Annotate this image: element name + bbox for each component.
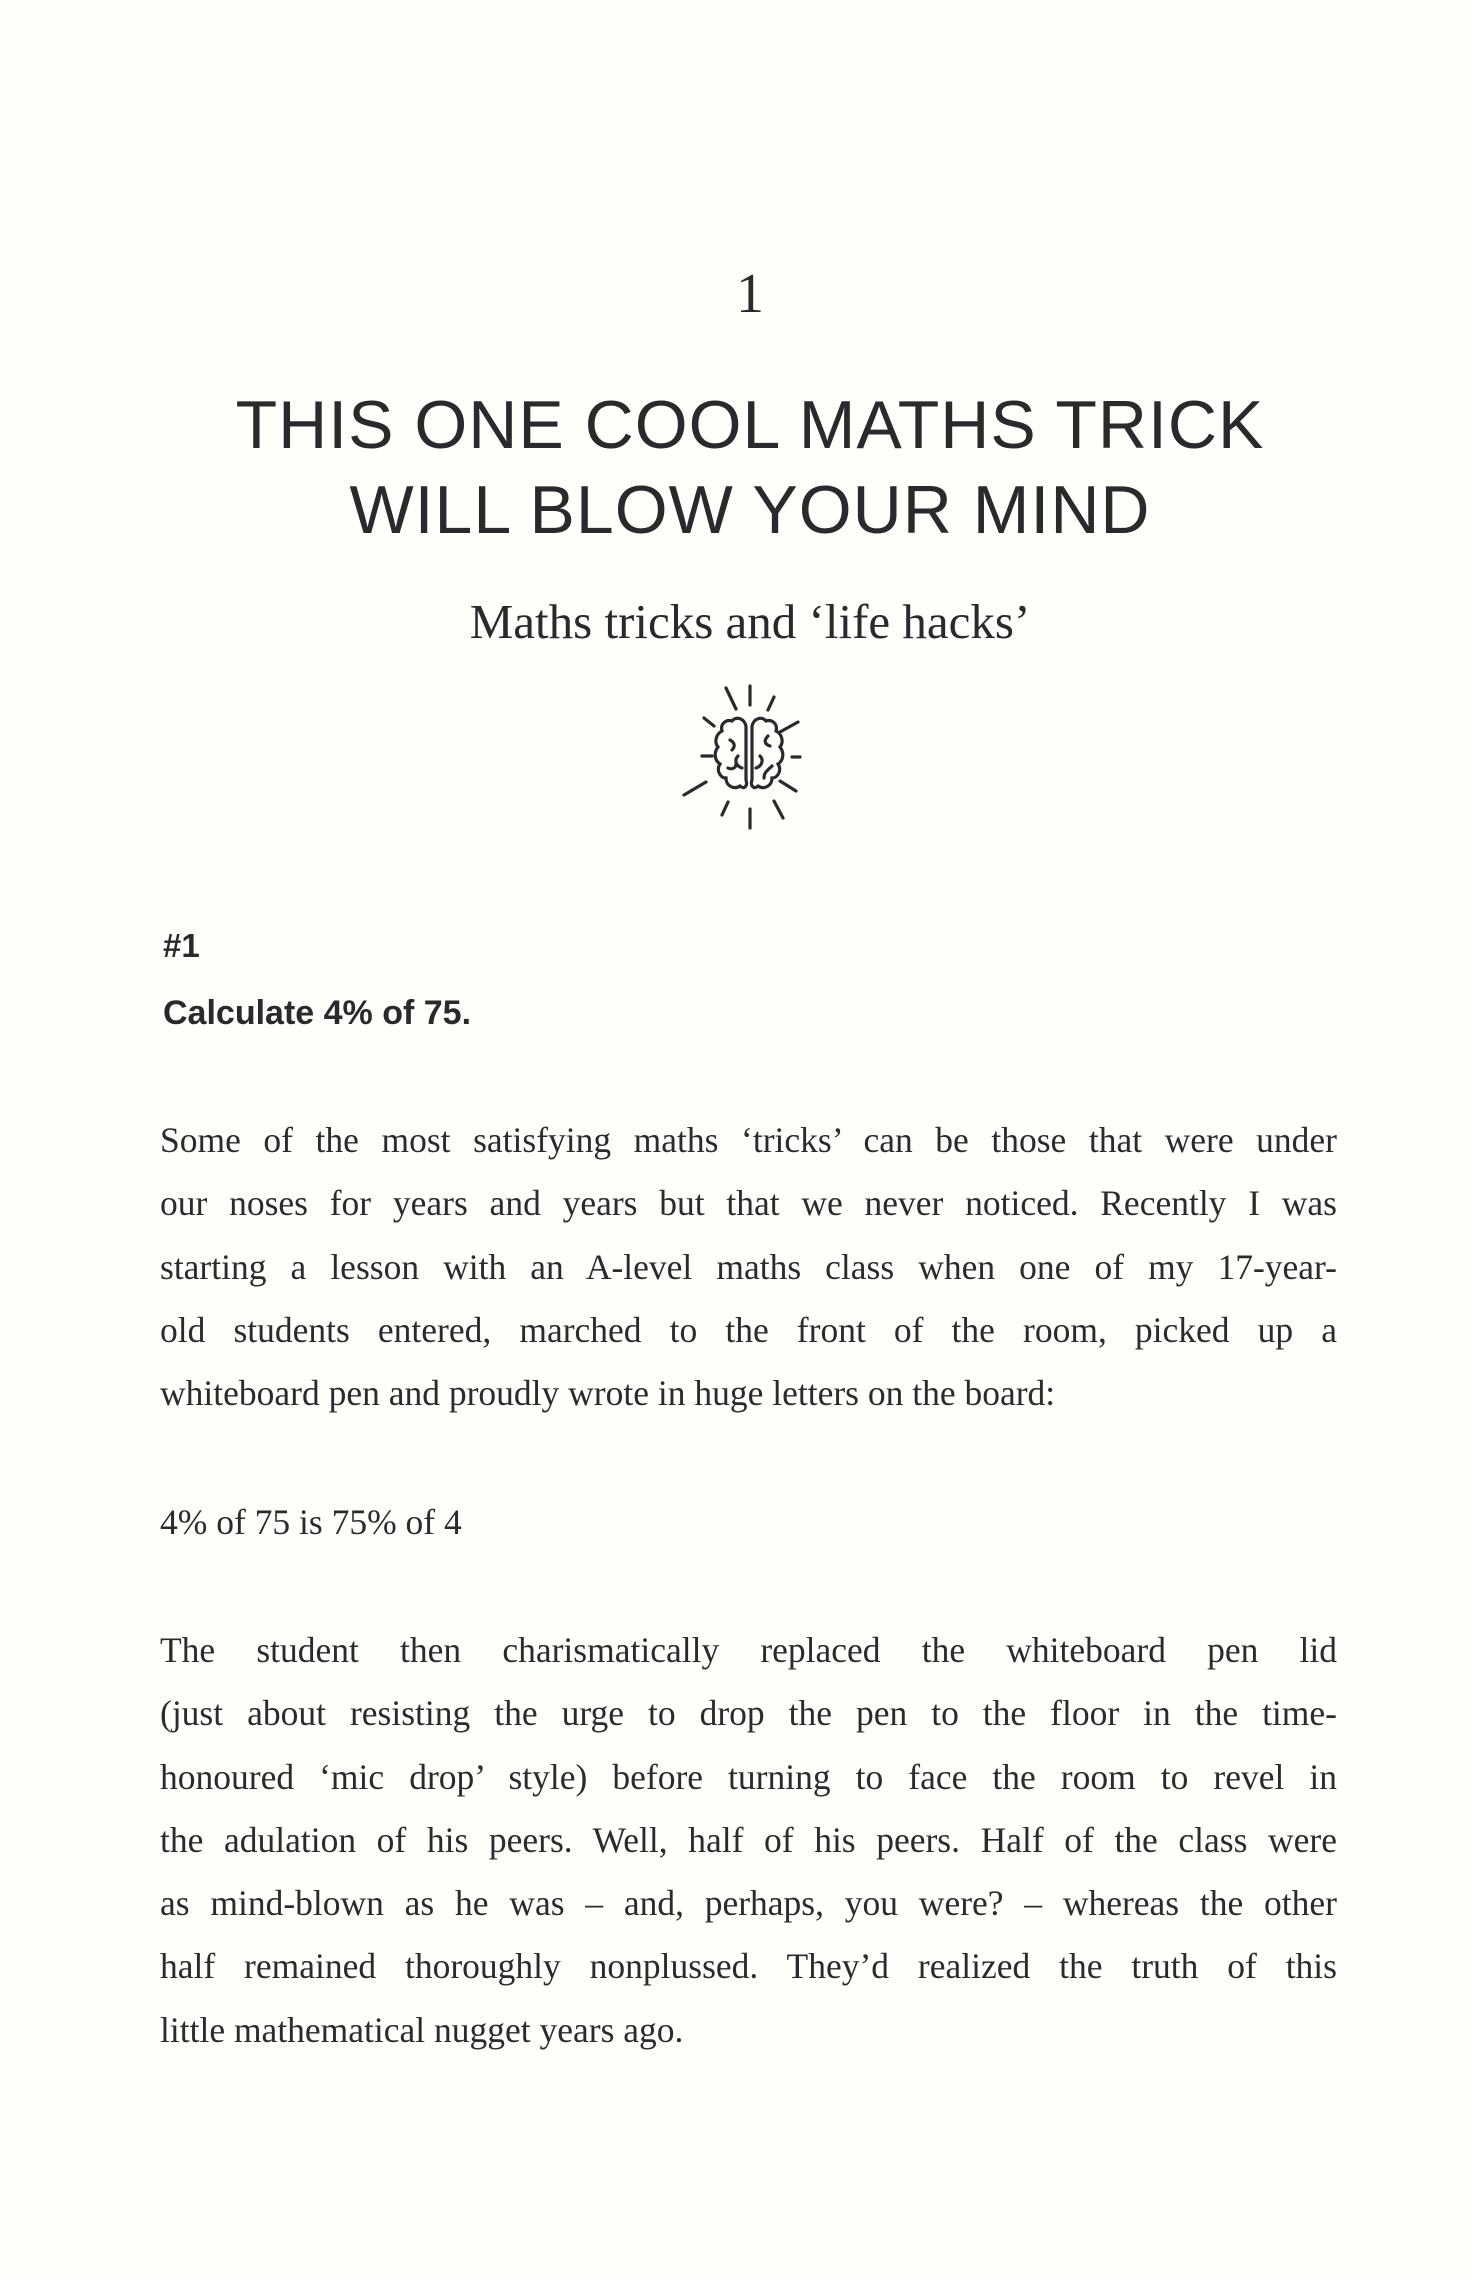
paragraph-1 — [160, 1109, 1337, 1425]
brain-with-rays-icon — [680, 684, 820, 830]
text-line: Some of the most satisfying maths ‘tricks’ can be those that were under — [160, 1120, 1337, 1160]
text-line: starting a lesson with an A-level maths class when one of my 17-year- — [160, 1246, 1337, 1287]
text-line: 4% of 75 is 75% of 4 — [160, 1502, 462, 1542]
text-line: half remained thoroughly nonplussed. They’d realized the truth of this — [160, 1946, 1337, 1987]
text-line: our noses for years and years but that we never noticed. Recently I was — [160, 1183, 1337, 1224]
chapter-subtitle: Maths tricks and ‘life hacks’ — [469, 594, 1031, 649]
paragraph-2 — [160, 1619, 1337, 2062]
text-line: honoured ‘mic drop’ style) before turning to face the room to revel in — [160, 1756, 1337, 1797]
text-line: little mathematical nugget years ago. — [160, 2009, 684, 2050]
text-line: (just about resisting the urge to drop the pen to the floor in the time- — [160, 1693, 1337, 1734]
chapter-number: 1 — [736, 263, 764, 325]
chapter-title-line-2: WILL BLOW YOUR MIND — [349, 472, 1151, 548]
trick-question: Calculate 4% of 75. — [163, 994, 472, 1032]
trick-number: #1 — [163, 927, 200, 964]
text-line: the adulation of his peers. Well, half of his peers. Half of the class were — [160, 1819, 1337, 1860]
text-line: old students entered, marched to the front of the room, picked up a — [160, 1309, 1337, 1350]
formula-statement — [160, 1491, 1337, 1554]
text-line: The student then charismatically replaced the whiteboard pen lid — [160, 1630, 1337, 1670]
chapter-title-line-1: THIS ONE COOL MATHS TRICK — [235, 387, 1265, 463]
chapter-title — [150, 383, 1350, 553]
text-line: as mind-blown as he was – and, perhaps, you were? – whereas the other — [160, 1883, 1337, 1924]
text-line: whiteboard pen and proudly wrote in huge letters on the board: — [160, 1373, 1056, 1414]
